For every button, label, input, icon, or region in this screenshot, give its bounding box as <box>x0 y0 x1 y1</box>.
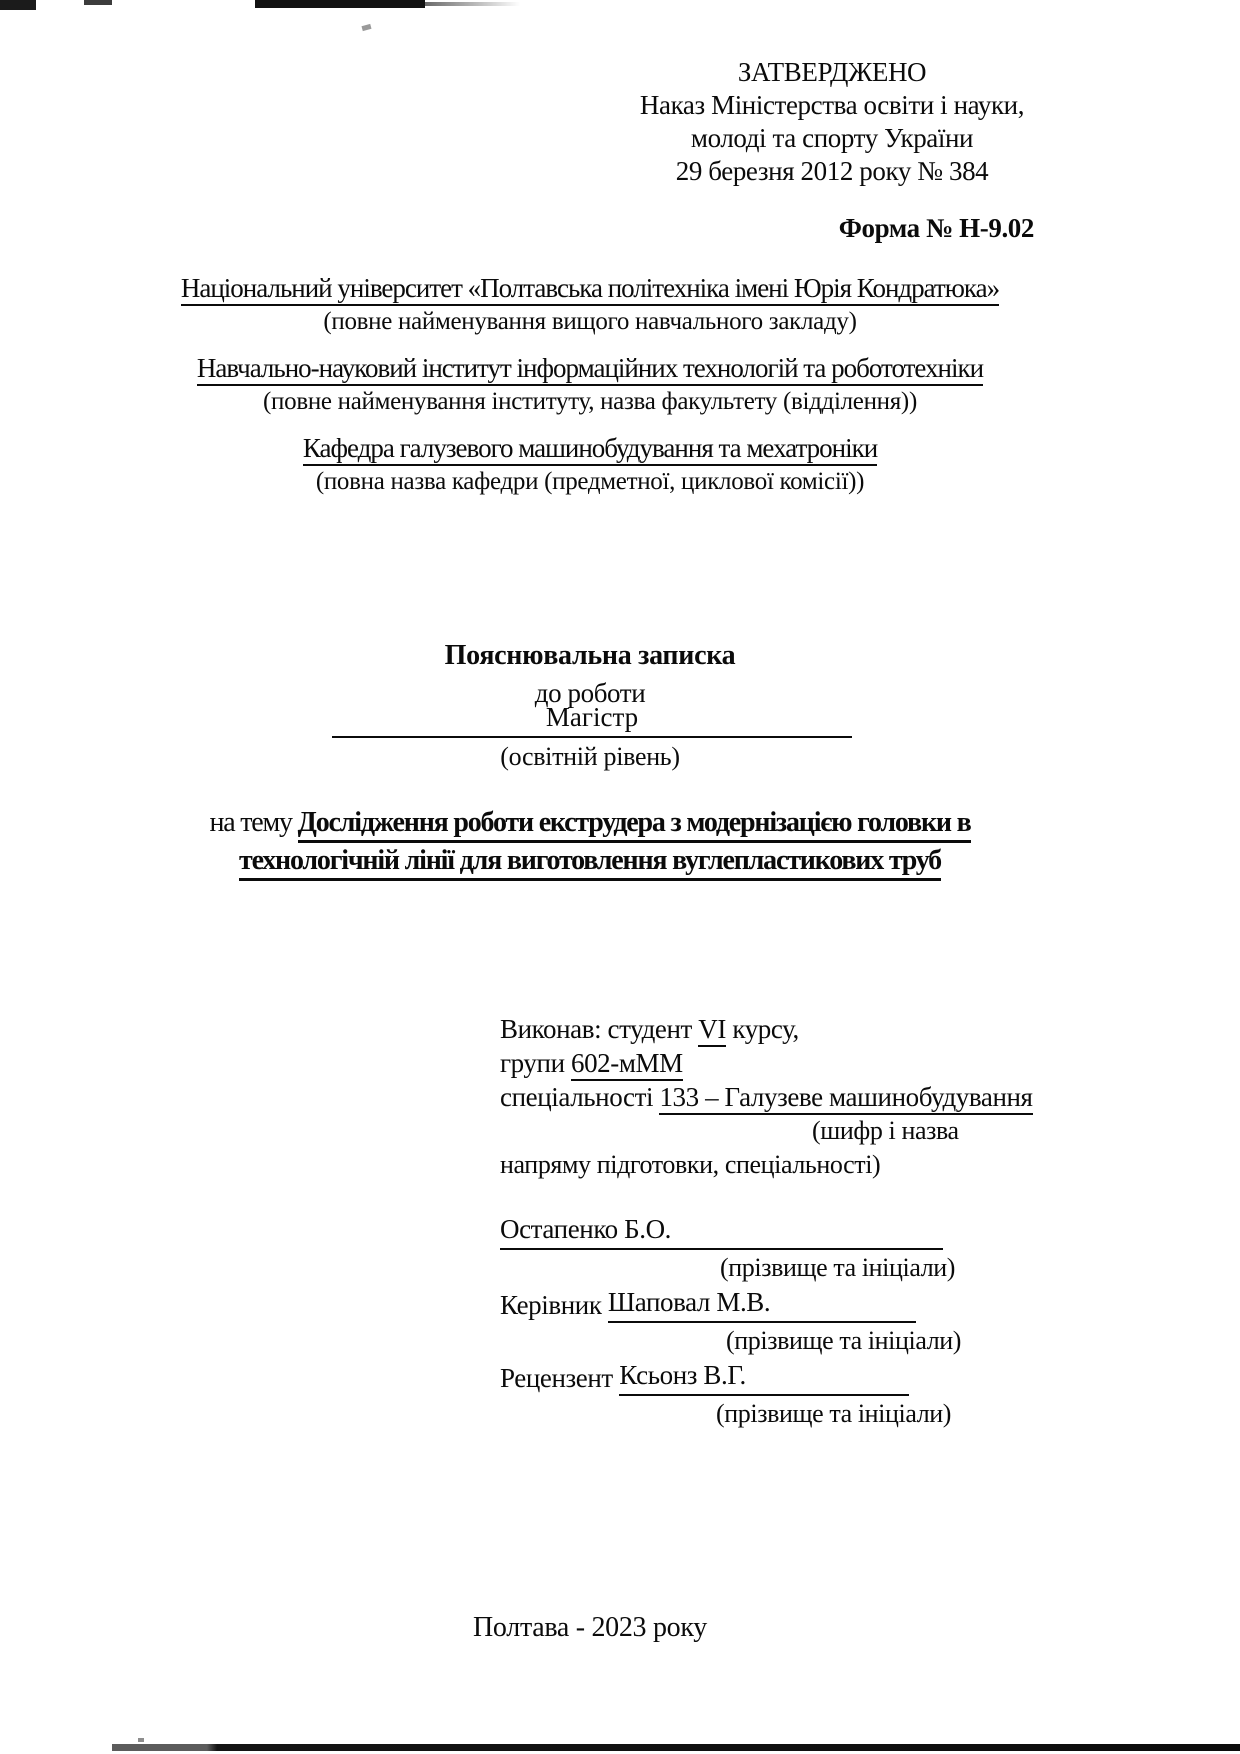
reviewer-name-caption: (прізвище та ініціали) <box>716 1399 952 1428</box>
student-group-line <box>500 1046 1060 1080</box>
department-caption: (повна назва кафедри (предметної, циклової комісії)) <box>315 468 865 495</box>
theme-line2 <box>30 842 1150 880</box>
signatures-block <box>500 1212 1060 1431</box>
group-label: групи <box>500 1048 565 1078</box>
university-name-line <box>0 272 1180 305</box>
reviewer-name: Ксьонз В.Г. <box>619 1360 746 1390</box>
speciality-caption-line2: напряму підготовки, спеціальності) <box>500 1150 881 1179</box>
student-speciality-line <box>500 1080 1060 1114</box>
performed-label: Виконав: студент <box>500 1014 692 1044</box>
student-block <box>500 1012 1060 1182</box>
reviewer-line <box>500 1358 1060 1396</box>
degree-value: Магістр <box>545 702 639 732</box>
department-name: Кафедра галузевого машинобудування та мехатроніки <box>303 433 877 466</box>
theme-prefix: на тему <box>209 807 292 838</box>
approval-block <box>632 56 1032 188</box>
document-title: Пояснювальна записка <box>444 640 736 671</box>
scan-artifact-top-speck <box>362 24 372 31</box>
reviewer-label: Рецензент <box>500 1363 613 1393</box>
group-value: 602-мММ <box>571 1048 683 1081</box>
speciality-value: 133 – Галузеве машинобудування <box>659 1082 1032 1115</box>
theme-text-line2: технологічній лінії для виготовлення вуглепластикових труб <box>239 845 941 881</box>
scan-artifact-top-left-bar <box>0 0 36 10</box>
supervisor-label: Керівник <box>500 1290 602 1320</box>
institute-name-line <box>0 352 1180 385</box>
speciality-caption-line1: (шифр і назва <box>812 1116 959 1145</box>
institute-name: Навчально-науковий інститут інформаційних технологій та робототехніки <box>197 353 983 386</box>
theme-block <box>30 804 1150 880</box>
department-name-line <box>0 432 1180 465</box>
approval-stamp: ЗАТВЕРДЖЕНО <box>737 57 927 87</box>
student-name: Остапенко Б.О. <box>500 1214 672 1244</box>
student-name-caption: (прізвище та ініціали) <box>720 1253 956 1282</box>
university-name: Національний університет «Полтавська політехніка імені Юрія Кондратюка» <box>181 273 999 306</box>
speciality-label: спеціальності <box>500 1082 654 1112</box>
university-caption: (повне найменування вищого навчального закладу) <box>323 308 857 335</box>
scan-artifact-bottom-bar <box>112 1744 1240 1751</box>
scan-artifact-top-dash <box>84 0 112 5</box>
supervisor-name-caption: (прізвище та ініціали) <box>726 1326 962 1355</box>
supervisor-name: Шаповал М.В. <box>607 1287 771 1317</box>
city-year: Полтава - 2023 року <box>473 1612 707 1643</box>
approval-order-line3: 29 березня 2012 року № 384 <box>675 156 989 186</box>
approval-order-line1: Наказ Міністерства освіти і науки, <box>639 90 1025 120</box>
student-performed-line <box>500 1012 1060 1046</box>
degree-caption: (освітній рівень) <box>500 742 680 771</box>
course-suffix: курсу, <box>732 1014 799 1044</box>
scan-artifact-top-bar <box>255 0 425 8</box>
work-type: до роботи <box>534 678 646 708</box>
form-number: Форма № Н-9.02 <box>838 213 1034 243</box>
scan-artifact-top-bar-tail <box>425 2 520 6</box>
institute-caption: (повне найменування інституту, назва факультету (відділення)) <box>263 388 917 415</box>
student-name-line <box>500 1212 1060 1250</box>
degree-line <box>332 702 852 738</box>
approval-order-line2: молоді та спорту України <box>690 123 974 153</box>
scan-artifact-bottom-speck <box>138 1738 144 1742</box>
theme-text-line1: Дослідження роботи екструдера з модернізацією головки в <box>298 807 971 843</box>
course-value: VI <box>698 1014 726 1047</box>
theme-line1 <box>30 804 1150 842</box>
supervisor-line <box>500 1285 1060 1323</box>
